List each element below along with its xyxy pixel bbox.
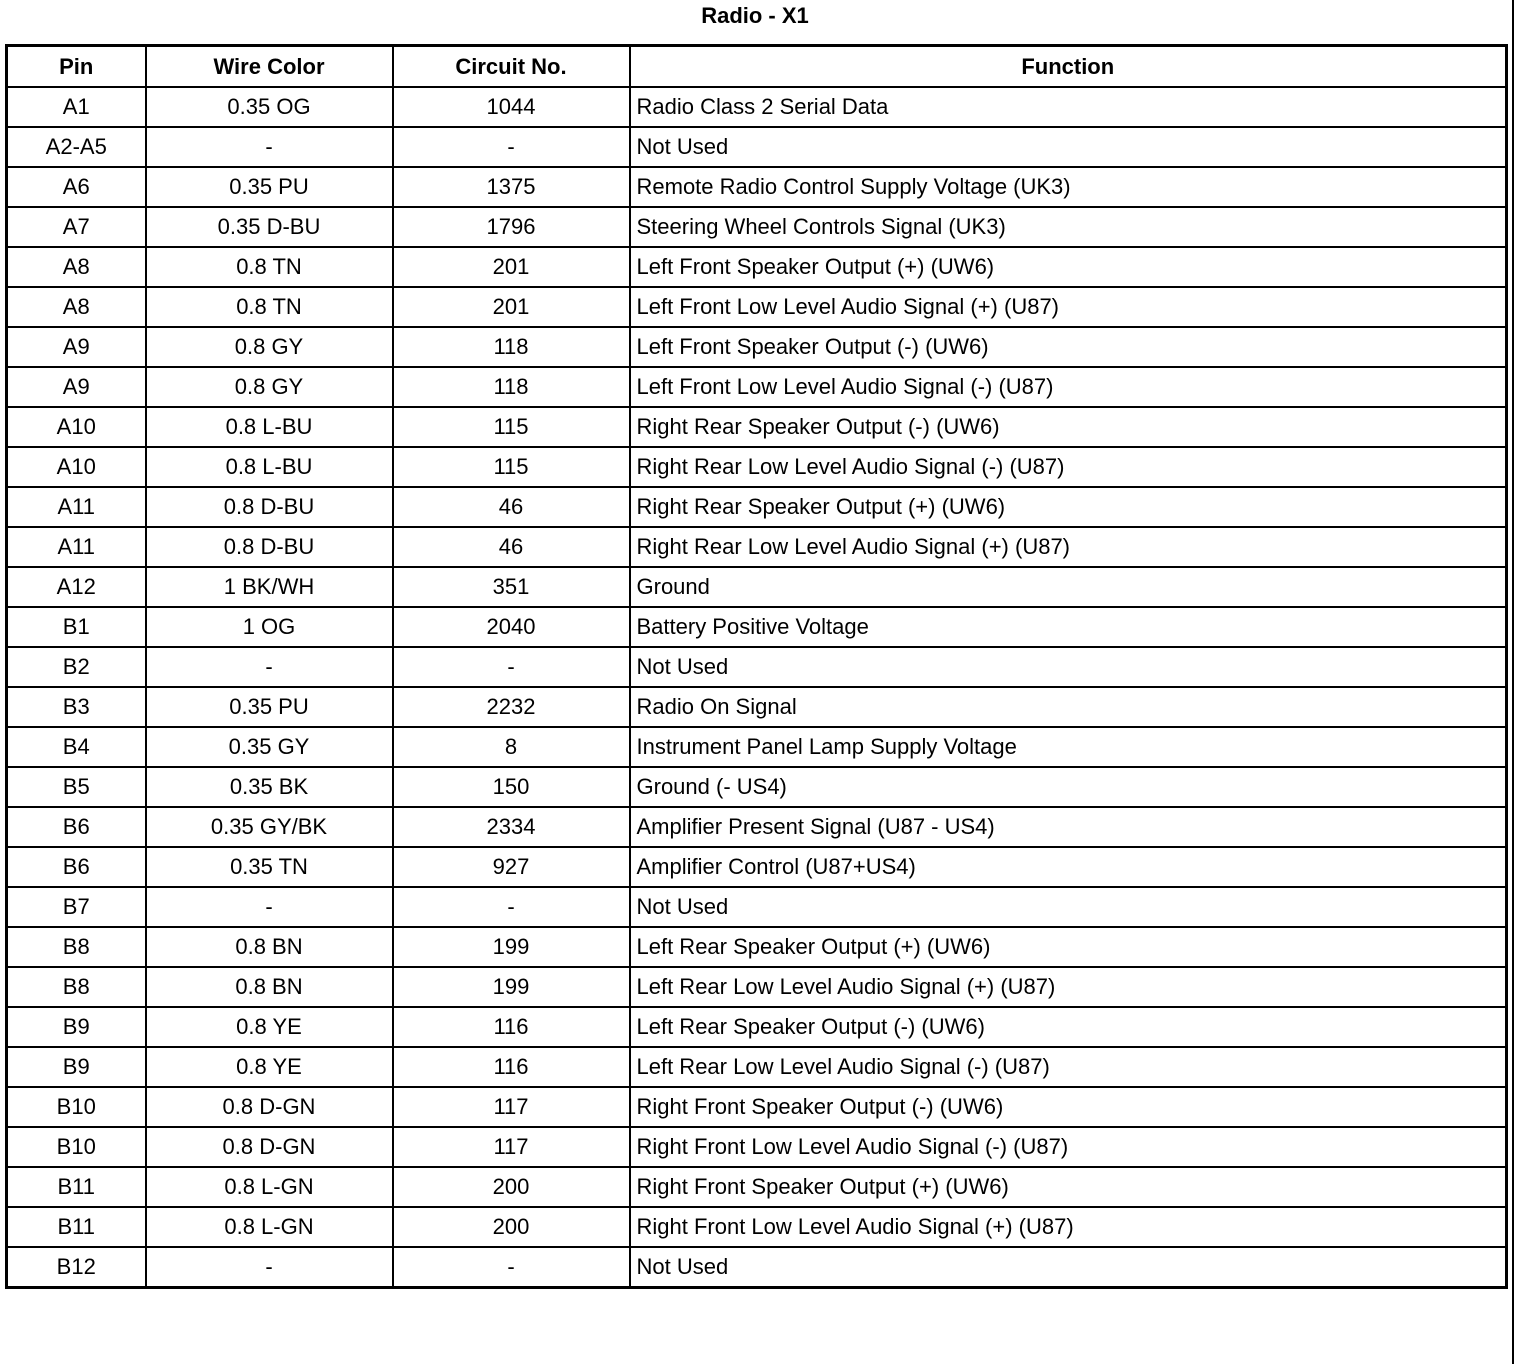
wire-color-cell: 0.35 GY	[146, 727, 393, 767]
table-row	[7, 1127, 1507, 1167]
circuit-no-cell: -	[393, 1247, 630, 1288]
wire-color-cell: 1 BK/WH	[146, 567, 393, 607]
table-row	[7, 1207, 1507, 1247]
circuit-no-cell: 201	[393, 287, 630, 327]
function-cell: Left Rear Low Level Audio Signal (+) (U87)	[630, 967, 1507, 1007]
table-row	[7, 607, 1507, 647]
pin-cell: A12	[7, 567, 146, 607]
circuit-no-cell: 351	[393, 567, 630, 607]
function-cell: Battery Positive Voltage	[630, 607, 1507, 647]
circuit-no-cell: -	[393, 647, 630, 687]
table-row	[7, 1087, 1507, 1127]
pin-cell: B8	[7, 927, 146, 967]
circuit-no-cell: 2232	[393, 687, 630, 727]
function-cell: Amplifier Control (U87+US4)	[630, 847, 1507, 887]
wire-color-cell: -	[146, 1247, 393, 1288]
table-row	[7, 1247, 1507, 1288]
function-cell: Left Front Speaker Output (+) (UW6)	[630, 247, 1507, 287]
pin-cell: B3	[7, 687, 146, 727]
pin-cell: B2	[7, 647, 146, 687]
function-cell: Right Front Low Level Audio Signal (+) (U87)	[630, 1207, 1507, 1247]
pin-cell: A1	[7, 87, 146, 127]
pin-cell: A2-A5	[7, 127, 146, 167]
function-cell: Ground (- US4)	[630, 767, 1507, 807]
wire-color-cell: 0.35 BK	[146, 767, 393, 807]
wire-color-cell: 0.8 TN	[146, 287, 393, 327]
table-row	[7, 167, 1507, 207]
function-cell: Not Used	[630, 647, 1507, 687]
circuit-no-cell: 199	[393, 967, 630, 1007]
circuit-no-cell: 118	[393, 367, 630, 407]
table-row	[7, 967, 1507, 1007]
pin-cell: B11	[7, 1207, 146, 1247]
circuit-no-cell: 46	[393, 487, 630, 527]
pin-cell: A8	[7, 287, 146, 327]
wire-color-cell: 0.8 D-BU	[146, 487, 393, 527]
pin-cell: A10	[7, 447, 146, 487]
wire-color-cell: 0.8 L-BU	[146, 407, 393, 447]
wire-color-cell: 0.8 BN	[146, 967, 393, 1007]
wire-color-cell: 0.8 L-BU	[146, 447, 393, 487]
wire-color-cell: 0.8 D-BU	[146, 527, 393, 567]
table-row	[7, 287, 1507, 327]
table-row	[7, 447, 1507, 487]
wire-color-cell: -	[146, 127, 393, 167]
circuit-no-cell: 117	[393, 1127, 630, 1167]
wire-color-cell: 0.8 L-GN	[146, 1167, 393, 1207]
function-cell: Instrument Panel Lamp Supply Voltage	[630, 727, 1507, 767]
table-row	[7, 407, 1507, 447]
wire-color-cell: 0.8 D-GN	[146, 1127, 393, 1167]
table-row	[7, 847, 1507, 887]
wire-color-cell: 0.8 TN	[146, 247, 393, 287]
function-cell: Left Rear Speaker Output (-) (UW6)	[630, 1007, 1507, 1047]
wire-color-cell: 0.8 YE	[146, 1047, 393, 1087]
function-cell: Remote Radio Control Supply Voltage (UK3)	[630, 167, 1507, 207]
circuit-no-cell: 116	[393, 1047, 630, 1087]
pin-cell: A6	[7, 167, 146, 207]
wire-color-cell: 0.35 D-BU	[146, 207, 393, 247]
table-row	[7, 1167, 1507, 1207]
circuit-no-cell: 2040	[393, 607, 630, 647]
pin-cell: A11	[7, 527, 146, 567]
pin-cell: B1	[7, 607, 146, 647]
table-row	[7, 87, 1507, 127]
circuit-no-cell: 2334	[393, 807, 630, 847]
table-row	[7, 487, 1507, 527]
pin-cell: A11	[7, 487, 146, 527]
header-wire-color: Wire Color	[146, 46, 393, 88]
table-row	[7, 727, 1507, 767]
function-cell: Right Rear Low Level Audio Signal (-) (U87)	[630, 447, 1507, 487]
wire-color-cell: 0.35 GY/BK	[146, 807, 393, 847]
function-cell: Not Used	[630, 887, 1507, 927]
pin-cell: B10	[7, 1127, 146, 1167]
function-cell: Steering Wheel Controls Signal (UK3)	[630, 207, 1507, 247]
pin-cell: A8	[7, 247, 146, 287]
circuit-no-cell: 201	[393, 247, 630, 287]
function-cell: Right Rear Speaker Output (-) (UW6)	[630, 407, 1507, 447]
table-row	[7, 647, 1507, 687]
table-row	[7, 367, 1507, 407]
table-row	[7, 527, 1507, 567]
circuit-no-cell: 1044	[393, 87, 630, 127]
table-row	[7, 1047, 1507, 1087]
table-row	[7, 207, 1507, 247]
wire-color-cell: 0.8 D-GN	[146, 1087, 393, 1127]
header-row	[7, 46, 1507, 88]
circuit-no-cell: 115	[393, 447, 630, 487]
function-cell: Radio On Signal	[630, 687, 1507, 727]
pin-cell: A9	[7, 327, 146, 367]
circuit-no-cell: 200	[393, 1207, 630, 1247]
wire-color-cell: -	[146, 887, 393, 927]
wire-color-cell: 1 OG	[146, 607, 393, 647]
table-row	[7, 327, 1507, 367]
header-function: Function	[630, 46, 1507, 88]
wire-color-cell: 0.35 PU	[146, 687, 393, 727]
function-cell: Right Rear Low Level Audio Signal (+) (U87)	[630, 527, 1507, 567]
function-cell: Left Rear Low Level Audio Signal (-) (U87)	[630, 1047, 1507, 1087]
table-row	[7, 927, 1507, 967]
function-cell: Amplifier Present Signal (U87 - US4)	[630, 807, 1507, 847]
pin-cell: B9	[7, 1007, 146, 1047]
pin-cell: B11	[7, 1167, 146, 1207]
table-body	[7, 87, 1507, 1288]
pin-cell: A7	[7, 207, 146, 247]
header-pin: Pin	[7, 46, 146, 88]
wire-color-cell: 0.8 GY	[146, 327, 393, 367]
wire-color-cell: 0.8 GY	[146, 367, 393, 407]
table-row	[7, 807, 1507, 847]
wire-color-cell: 0.8 BN	[146, 927, 393, 967]
table-row	[7, 567, 1507, 607]
pin-cell: B6	[7, 807, 146, 847]
page-title: Radio - X1	[701, 3, 809, 28]
table-row	[7, 247, 1507, 287]
wire-color-cell: 0.8 YE	[146, 1007, 393, 1047]
circuit-no-cell: 1796	[393, 207, 630, 247]
pin-cell: B12	[7, 1247, 146, 1288]
function-cell: Right Rear Speaker Output (+) (UW6)	[630, 487, 1507, 527]
table-row	[7, 887, 1507, 927]
function-cell: Left Front Low Level Audio Signal (+) (U87)	[630, 287, 1507, 327]
table-row	[7, 127, 1507, 167]
circuit-no-cell: 200	[393, 1167, 630, 1207]
pin-cell: A9	[7, 367, 146, 407]
function-cell: Right Front Speaker Output (+) (UW6)	[630, 1167, 1507, 1207]
function-cell: Left Front Speaker Output (-) (UW6)	[630, 327, 1507, 367]
pin-cell: B6	[7, 847, 146, 887]
function-cell: Radio Class 2 Serial Data	[630, 87, 1507, 127]
circuit-no-cell: 118	[393, 327, 630, 367]
circuit-no-cell: -	[393, 127, 630, 167]
function-cell: Not Used	[630, 127, 1507, 167]
function-cell: Right Front Low Level Audio Signal (-) (U87)	[630, 1127, 1507, 1167]
connector-pinout-table	[5, 44, 1508, 1289]
pin-cell: A10	[7, 407, 146, 447]
circuit-no-cell: 115	[393, 407, 630, 447]
circuit-no-cell: 116	[393, 1007, 630, 1047]
wire-color-cell: 0.35 TN	[146, 847, 393, 887]
circuit-no-cell: 150	[393, 767, 630, 807]
header-circuit-no: Circuit No.	[393, 46, 630, 88]
pin-cell: B5	[7, 767, 146, 807]
function-cell: Left Front Low Level Audio Signal (-) (U87)	[630, 367, 1507, 407]
wire-color-cell: 0.35 OG	[146, 87, 393, 127]
table-row	[7, 767, 1507, 807]
function-cell: Left Rear Speaker Output (+) (UW6)	[630, 927, 1507, 967]
circuit-no-cell: 927	[393, 847, 630, 887]
function-cell: Right Front Speaker Output (-) (UW6)	[630, 1087, 1507, 1127]
circuit-no-cell: 46	[393, 527, 630, 567]
wire-color-cell: -	[146, 647, 393, 687]
table-row	[7, 687, 1507, 727]
table-row	[7, 1007, 1507, 1047]
pin-cell: B9	[7, 1047, 146, 1087]
wire-color-cell: 0.8 L-GN	[146, 1207, 393, 1247]
circuit-no-cell: 1375	[393, 167, 630, 207]
circuit-no-cell: -	[393, 887, 630, 927]
wire-color-cell: 0.35 PU	[146, 167, 393, 207]
pin-cell: B10	[7, 1087, 146, 1127]
circuit-no-cell: 117	[393, 1087, 630, 1127]
pin-cell: B7	[7, 887, 146, 927]
function-cell: Ground	[630, 567, 1507, 607]
function-cell: Not Used	[630, 1247, 1507, 1288]
pin-cell: B4	[7, 727, 146, 767]
pin-cell: B8	[7, 967, 146, 1007]
circuit-no-cell: 8	[393, 727, 630, 767]
circuit-no-cell: 199	[393, 927, 630, 967]
right-border-rule	[1512, 0, 1514, 1364]
